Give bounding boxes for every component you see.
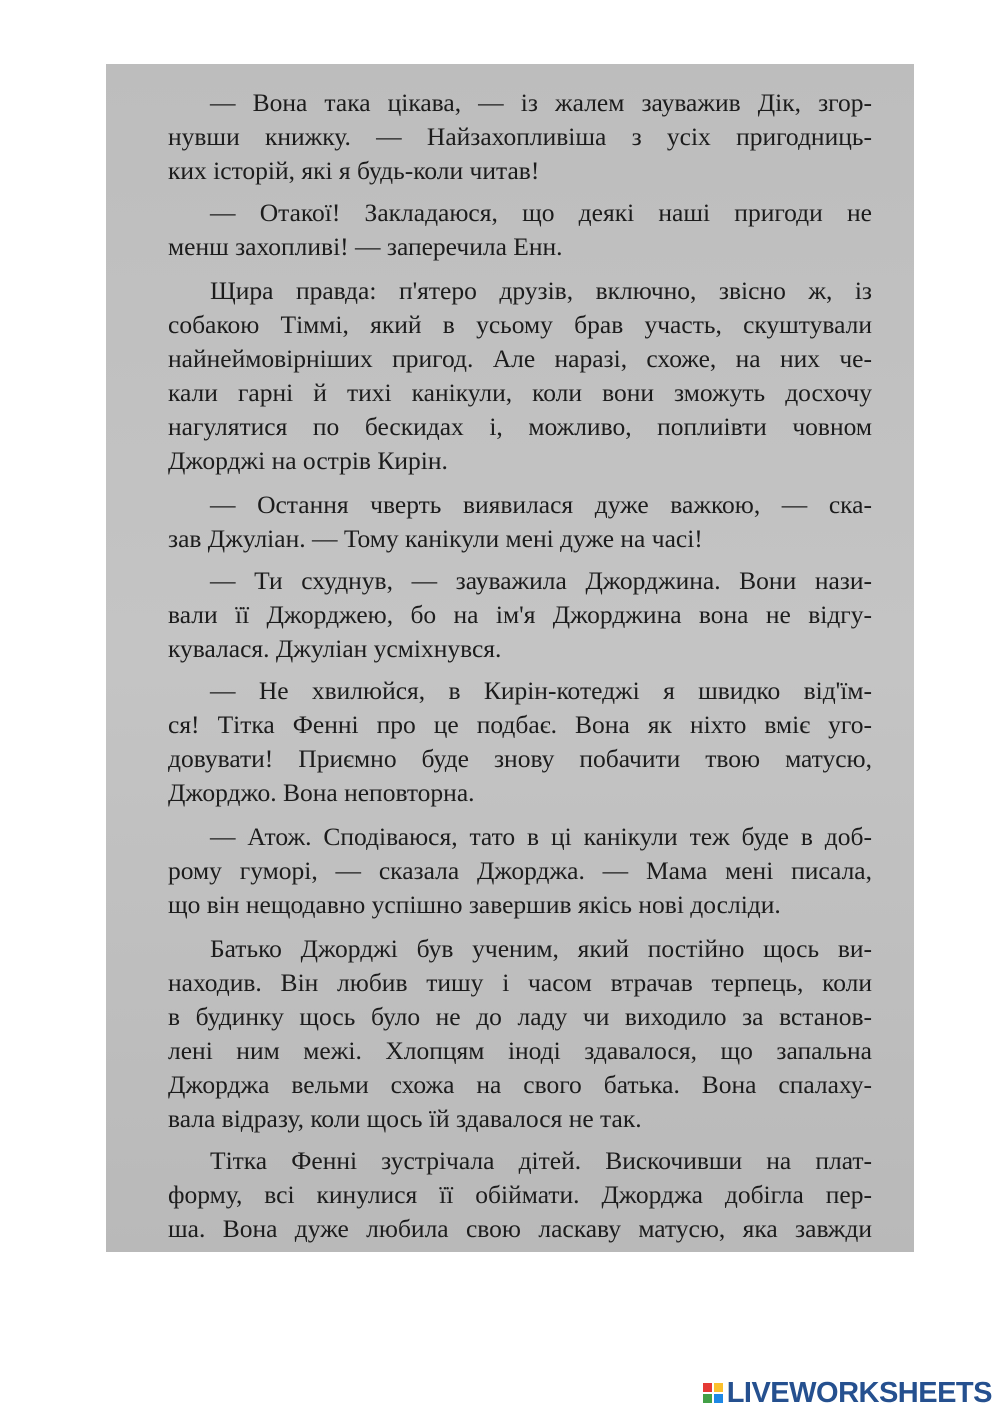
logo-square <box>703 1383 712 1392</box>
text-line: — Остання чверть виявилася дуже важкою, — ска- <box>210 490 872 519</box>
text-line: кали гарні й тихі канікули, коли вони зможуть досхочу <box>168 378 872 407</box>
text-line: — Отакої! Закладаюся, що деякі наші пригоди не <box>210 198 872 227</box>
text-line: вали її Джорджею, бо на ім'я Джорджина вона не відгу- <box>168 600 872 629</box>
text-line: — Атож. Сподіваюся, тато в ці канікули теж буде в доб- <box>210 822 872 851</box>
text-line: — Не хвилюйся, в Кирін-котеджі я швидко від'їм- <box>210 676 872 705</box>
liveworksheets-logo <box>703 1378 992 1408</box>
liveworksheets-logo-icon <box>703 1383 723 1403</box>
text-line: рому гуморі, — сказала Джорджа. — Мама мені писала, <box>168 856 872 885</box>
text-line: в будинку щось було не до ладу чи виходило за встанов- <box>168 1002 872 1031</box>
text-line: Джорджі на острів Кирін. <box>168 446 448 475</box>
text-line: Джорджо. Вона неповторна. <box>168 778 475 807</box>
text-line: найнеймовірніших пригод. Але наразі, схоже, на них че- <box>168 344 872 373</box>
text-line: зав Джуліан. — Тому канікули мені дуже на часі! <box>168 524 703 553</box>
text-line: Тітка Фенні зустрічала дітей. Вискочивши на плат- <box>210 1146 872 1175</box>
text-line: менш захопливі! — заперечила Енн. <box>168 232 563 261</box>
text-line: вала відразу, коли щось їй здавалося не так. <box>168 1104 642 1133</box>
logo-square <box>714 1394 723 1403</box>
text-line: форму, всі кинулися її обіймати. Джорджа добігла пер- <box>168 1180 872 1209</box>
text-line: собакою Тіммі, який в усьому брав участь, скуштували <box>168 310 872 339</box>
text-line: нагулятися по бескидах і, можливо, поплиівти човном <box>168 412 872 441</box>
text-line: кувалася. Джуліан усміхнувся. <box>168 634 502 663</box>
text-line: — Вона така цікава, — із жалем зауважив Дік, згор- <box>210 88 872 117</box>
text-line: — Ти схуднув, — зауважила Джорджина. Вони нази- <box>210 566 872 595</box>
text-line: ких історій, які я будь-коли читав! <box>168 156 540 185</box>
text-line: Батько Джорджі був ученим, який постійно щось ви- <box>210 934 872 963</box>
text-line: находив. Він любив тишу і часом втрачав терпець, коли <box>168 968 872 997</box>
logo-square <box>703 1394 712 1403</box>
text-line: лені ним межі. Хлопцям іноді здавалося, що запальна <box>168 1036 872 1065</box>
logo-square <box>714 1383 723 1392</box>
text-line: нувши книжку. — Найзахопливіша з усіх пригодниць- <box>168 122 872 151</box>
scanned-book-page <box>106 64 914 1252</box>
liveworksheets-brand-text: LIVEWORKSHEETS <box>726 1376 992 1409</box>
text-line: Щира правда: п'ятеро друзів, включно, звісно ж, із <box>210 276 872 305</box>
text-line: ша. Вона дуже любила свою ласкаву матусю, яка завжди <box>168 1214 872 1243</box>
text-line: довувати! Приємно буде знову побачити твою матусю, <box>168 744 872 773</box>
text-line: ся! Тітка Фенні про це подбає. Вона як ніхто вміє уго- <box>168 710 872 739</box>
text-line: що він нещодавно успішно завершив якісь нові досліди. <box>168 890 781 919</box>
text-line: Джорджа вельми схожа на свого батька. Вона спалаху- <box>168 1070 872 1099</box>
